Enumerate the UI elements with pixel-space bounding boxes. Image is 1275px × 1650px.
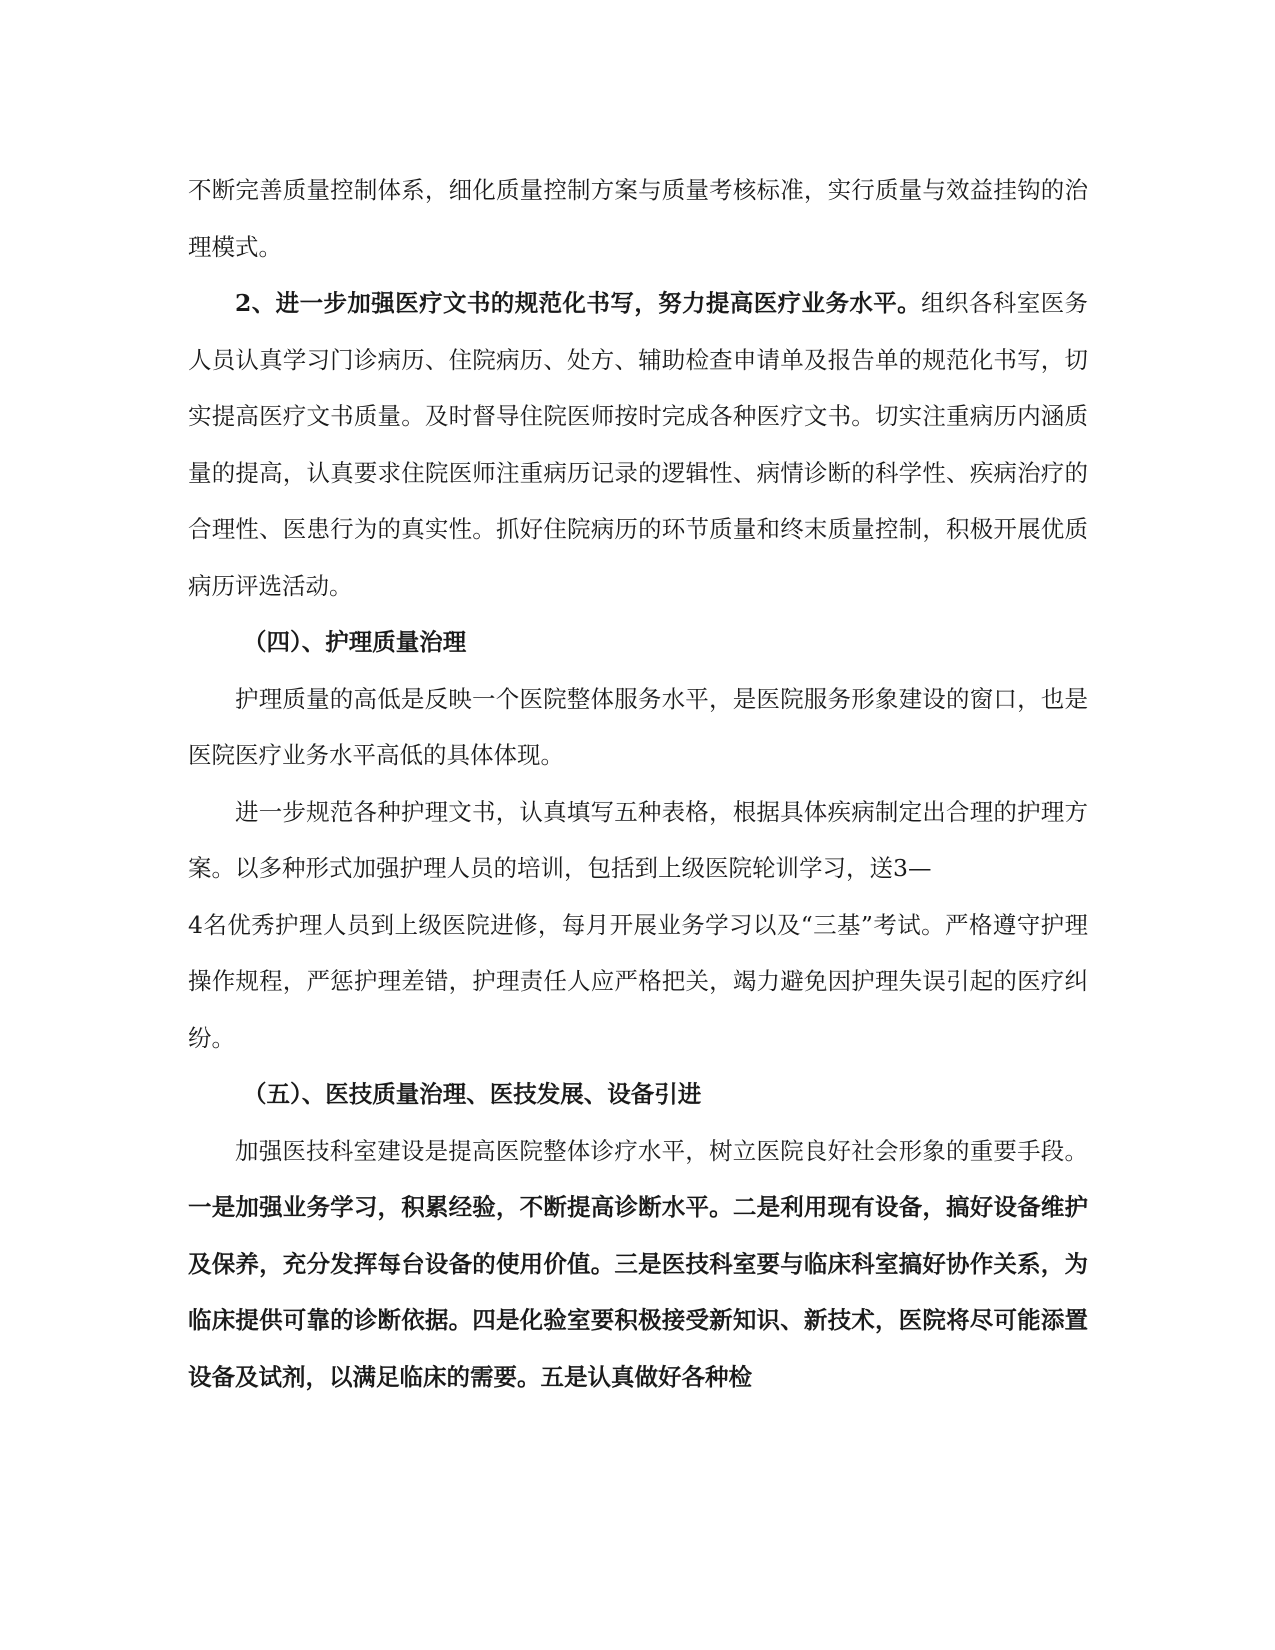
point-one: 一是加强业务学习，积累经验，不断提高诊断水平。 [188,1193,733,1221]
point-three: 三是医技科室要与临床科室搞好协作关系，为临床提供可靠的诊断依据。 [188,1249,1089,1334]
paragraph-medical-documents [188,275,1088,614]
paragraph-medical-tech [188,1123,1088,1406]
paragraph-nursing-documents-a: 进一步规范各种护理文书，认真填写五种表格，根据具体疾病制定出合理的护理方案。以多种形式加强护理人员的培训，包括到上级医院轮训学习，送3— [188,797,1088,882]
point-two: 二是利用现有设备，搞好设备维护及保养，充分发挥每台设备的使用价值。 [188,1193,1089,1278]
section-heading-medical-tech: （五）、医技质量治理、医技发展、设备引进 [243,1080,702,1108]
paragraph-nursing-documents-b: 4名优秀护理人员到上级医院进修，每月开展业务学习以及“三基”考试。严格遵守护理操作规程，严惩护理差错，护理责任人应严格把关，竭力避免因护理失误引起的医疗纠纷。 [188,910,1088,1052]
paragraph-quality-control: 不断完善质量控制体系，细化质量控制方案与质量考核标准，实行质量与效益挂钩的治理模式。 [188,176,1088,261]
point-five: 五是认真做好各种检 [540,1362,752,1391]
point-four: 四是化验室要积极接受新知识、新技术，医院将尽可能添置设备及试剂，以满足临床的需要。 [188,1306,1089,1391]
paragraph-medical-documents-text: 组织各科室医务人员认真学习门诊病历、住院病历、处方、辅助检查申请单及报告单的规范化书写，切实提高医疗文书质量。及时督导住院医师按时完成各种医疗文书。切实注重病历内涵质量的提高，认真要求住院医师注重病历记录的逻辑性、病情诊断的科学性、疾病治疗的合理性、医患行为的真实性。抓好住院病历的环节质量和终末质量控制，积极开展优质病历评选活动。 [188,289,1089,600]
paragraph-nursing-intro: 护理质量的高低是反映一个医院整体服务水平，是医院服务形象建设的窗口，也是医院医疗业务水平高低的具体体现。 [188,684,1088,769]
section-heading-nursing: （四）、护理质量治理 [243,628,467,656]
paragraph-medical-documents-lead: 2、进一步加强医疗文书的规范化书写，努力提高医疗业务水平。 [235,289,922,317]
document-body [188,162,1088,1405]
paragraph-medical-tech-text: 加强医技科室建设是提高医院整体诊疗水平，树立医院良好社会形象的重要手段。 [235,1136,1088,1165]
